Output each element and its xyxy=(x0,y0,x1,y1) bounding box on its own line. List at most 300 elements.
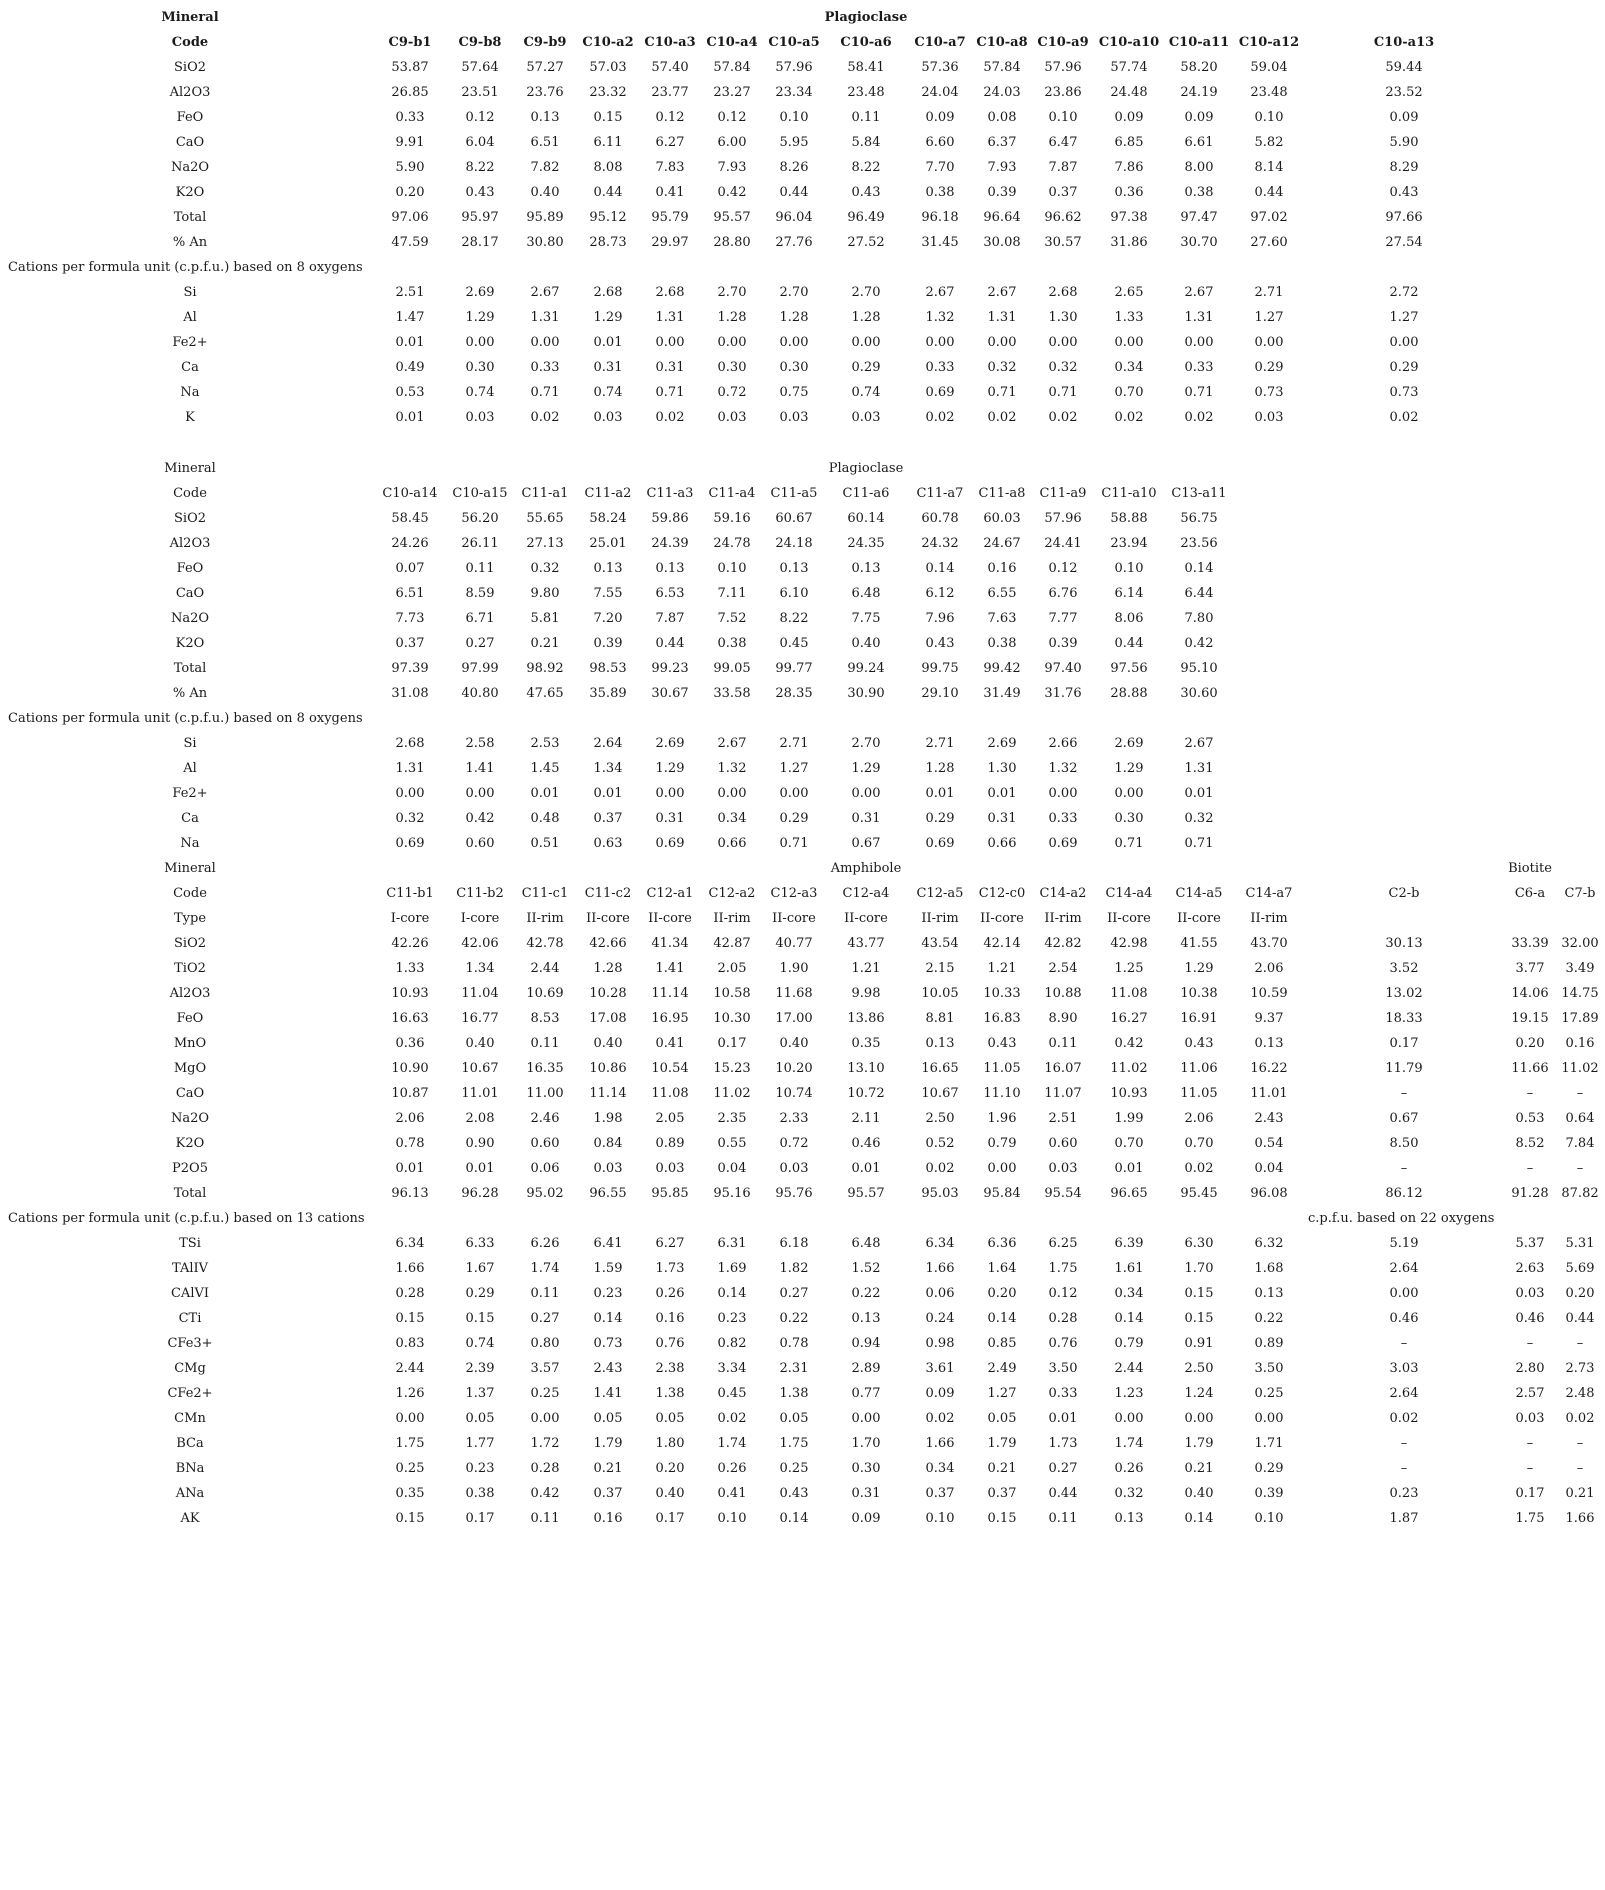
cation-value: 0.00 xyxy=(851,335,881,350)
sample-type: II-core xyxy=(980,911,1024,926)
oxide-value: 7.20 xyxy=(593,611,623,626)
oxide-value: 0.13 xyxy=(779,561,809,576)
oxide-value: 6.71 xyxy=(465,611,495,626)
oxide-value: 57.74 xyxy=(1110,60,1148,75)
oxide-value: 0.14 xyxy=(1184,561,1214,576)
cation-value: 2.69 xyxy=(465,285,495,300)
oxide-value: 96.49 xyxy=(847,210,885,225)
cation-value: 0.00 xyxy=(1389,335,1419,350)
oxide-value: 0.39 xyxy=(593,636,623,651)
oxide-value: 6.37 xyxy=(987,135,1017,150)
cation-value: 0.34 xyxy=(1114,360,1144,375)
cation-value: 0.20 xyxy=(655,1461,685,1476)
cation-value: 0.33 xyxy=(530,360,560,375)
cation-label: Fe2+ xyxy=(172,786,208,801)
sample-code: C11-a10 xyxy=(1101,486,1157,501)
cation-value: 0.69 xyxy=(925,836,955,851)
cation-value: 2.48 xyxy=(1565,1386,1595,1401)
oxide-value: 30.13 xyxy=(1385,936,1423,951)
cation-value: 0.66 xyxy=(987,836,1017,851)
oxide-value: 1.25 xyxy=(1114,961,1144,976)
sample-code: C10-a12 xyxy=(1238,35,1300,50)
cation-value: 0.31 xyxy=(655,811,685,826)
oxide-label: Al2O3 xyxy=(169,986,211,1001)
oxide-value: 97.02 xyxy=(1250,210,1288,225)
oxide-value: 23.52 xyxy=(1385,85,1423,100)
oxide-value: 1.28 xyxy=(593,961,623,976)
cation-value: 2.31 xyxy=(779,1361,809,1376)
cation-value: 0.11 xyxy=(1048,1511,1078,1526)
cation-value: 0.00 xyxy=(655,335,685,350)
oxide-value: 0.01 xyxy=(1114,1161,1144,1176)
oxide-value: 2.08 xyxy=(465,1111,495,1126)
oxide-label: Al2O3 xyxy=(169,536,211,551)
oxide-value: 1.96 xyxy=(987,1111,1017,1126)
oxide-value: 7.84 xyxy=(1565,1136,1595,1151)
cation-value: 0.02 xyxy=(987,410,1017,425)
cation-value: 0.37 xyxy=(593,1486,623,1501)
cation-value: 0.02 xyxy=(925,410,955,425)
oxide-value: 0.11 xyxy=(465,561,495,576)
oxide-value: 11.02 xyxy=(713,1086,751,1101)
cation-label: CTi xyxy=(178,1311,202,1326)
oxide-value: 0.07 xyxy=(395,561,425,576)
oxide-value: 0.16 xyxy=(1565,1036,1595,1051)
cation-value: 6.33 xyxy=(465,1236,495,1251)
oxide-value: 6.48 xyxy=(851,586,881,601)
oxide-value: 0.40 xyxy=(779,1036,809,1051)
cation-value: 1.38 xyxy=(779,1386,809,1401)
sample-type: II-rim xyxy=(526,911,564,926)
cation-value: 1.77 xyxy=(465,1436,495,1451)
cation-value: 2.89 xyxy=(851,1361,881,1376)
oxide-value: 99.05 xyxy=(713,661,751,676)
cation-value: 1.74 xyxy=(717,1436,747,1451)
cation-value: 0.77 xyxy=(851,1386,881,1401)
oxide-value: 60.78 xyxy=(921,511,959,526)
oxide-value: 0.09 xyxy=(925,110,955,125)
cation-label: TSi xyxy=(179,1236,201,1251)
oxide-label: Al2O3 xyxy=(169,85,211,100)
oxide-value: 11.08 xyxy=(651,1086,689,1101)
sample-code: C11-b2 xyxy=(456,886,504,901)
cation-value: 2.71 xyxy=(1254,285,1284,300)
cation-value: 1.41 xyxy=(465,761,495,776)
cation-value: 0.03 xyxy=(1515,1286,1545,1301)
cation-value: 1.66 xyxy=(925,1261,955,1276)
oxide-value: 59.44 xyxy=(1385,60,1423,75)
sample-code: C12-c0 xyxy=(978,886,1026,901)
oxide-value: 41.55 xyxy=(1180,936,1218,951)
cation-value: 0.71 xyxy=(655,385,685,400)
cation-value: 0.71 xyxy=(530,385,560,400)
oxide-value: 11.79 xyxy=(1385,1061,1423,1076)
cation-value: 0.29 xyxy=(925,811,955,826)
oxide-value: 11.68 xyxy=(775,986,813,1001)
oxide-value: 95.84 xyxy=(983,1186,1021,1201)
oxide-value: 8.14 xyxy=(1254,160,1284,175)
oxide-value: 0.13 xyxy=(851,561,881,576)
oxide-value: 2.05 xyxy=(717,961,747,976)
cation-value: 0.05 xyxy=(987,1411,1017,1426)
cation-value: 0.00 xyxy=(1114,786,1144,801)
cation-value: 0.24 xyxy=(925,1311,955,1326)
oxide-value: 91.28 xyxy=(1511,1186,1549,1201)
cation-value: 1.66 xyxy=(1565,1511,1595,1526)
oxide-value: 11.10 xyxy=(983,1086,1021,1101)
oxide-value: 1.90 xyxy=(779,961,809,976)
oxide-value: 0.13 xyxy=(655,561,685,576)
oxide-value: 11.04 xyxy=(461,986,499,1001)
oxide-value: 0.84 xyxy=(593,1136,623,1151)
sample-type: II-core xyxy=(844,911,888,926)
cation-value: 0.79 xyxy=(1114,1336,1144,1351)
cation-value: 1.69 xyxy=(717,1261,747,1276)
oxide-value: 1.29 xyxy=(1184,961,1214,976)
oxide-value: 42.87 xyxy=(713,936,751,951)
cation-value: 1.75 xyxy=(1048,1261,1078,1276)
cation-value: 0.15 xyxy=(395,1511,425,1526)
cation-value: 0.26 xyxy=(655,1286,685,1301)
cation-value: 0.37 xyxy=(925,1486,955,1501)
cation-value: 0.21 xyxy=(593,1461,623,1476)
cation-value: 0.00 xyxy=(530,335,560,350)
cation-value: 0.23 xyxy=(1389,1486,1419,1501)
cation-value: 1.52 xyxy=(851,1261,881,1276)
cation-value: 0.03 xyxy=(593,410,623,425)
oxide-value: 55.65 xyxy=(526,511,564,526)
cation-value: 1.75 xyxy=(779,1436,809,1451)
oxide-value: 0.06 xyxy=(530,1161,560,1176)
cation-value: 0.16 xyxy=(655,1311,685,1326)
cation-value: 1.29 xyxy=(655,761,685,776)
cation-value: 0.13 xyxy=(851,1311,881,1326)
cation-value: 0.21 xyxy=(1184,1461,1214,1476)
cation-value: 2.64 xyxy=(593,736,623,751)
oxide-value: 95.57 xyxy=(713,210,751,225)
cation-value: – xyxy=(1400,1461,1408,1476)
cation-value: 0.71 xyxy=(1114,836,1144,851)
oxide-value: 16.07 xyxy=(1044,1061,1082,1076)
oxide-value: 24.26 xyxy=(391,536,429,551)
oxide-value: 9.37 xyxy=(1254,1011,1284,1026)
cation-value: 0.25 xyxy=(530,1386,560,1401)
oxide-value: 0.37 xyxy=(395,636,425,651)
sample-type: I-core xyxy=(390,911,430,926)
cation-value: 6.32 xyxy=(1254,1236,1284,1251)
cation-value: 1.29 xyxy=(593,310,623,325)
cation-value: 0.76 xyxy=(1048,1336,1078,1351)
oxide-value: 0.38 xyxy=(717,636,747,651)
cation-value: 0.02 xyxy=(1114,410,1144,425)
oxide-value: 96.64 xyxy=(983,210,1021,225)
cation-value: 0.01 xyxy=(1048,1411,1078,1426)
cation-value: 0.74 xyxy=(465,1336,495,1351)
oxide-label: % An xyxy=(172,686,208,701)
cation-value: 1.79 xyxy=(987,1436,1017,1451)
cation-value: 5.69 xyxy=(1565,1261,1595,1276)
oxide-value: 16.91 xyxy=(1180,1011,1218,1026)
oxide-label: TiO2 xyxy=(174,961,206,976)
cation-value: 0.25 xyxy=(395,1461,425,1476)
oxide-value: 30.90 xyxy=(847,686,885,701)
cation-value: 0.32 xyxy=(1184,811,1214,826)
oxide-value: 2.51 xyxy=(1048,1111,1078,1126)
cation-value: 6.41 xyxy=(593,1236,623,1251)
oxide-value: 0.10 xyxy=(779,110,809,125)
oxide-value: 10.93 xyxy=(391,986,429,1001)
cation-value: 0.34 xyxy=(717,811,747,826)
oxide-value: 57.64 xyxy=(461,60,499,75)
oxide-value: 57.36 xyxy=(921,60,959,75)
cation-value: 0.14 xyxy=(779,1511,809,1526)
oxide-value: 58.88 xyxy=(1110,511,1148,526)
oxide-label: P2O5 xyxy=(172,1161,208,1176)
oxide-value: 0.40 xyxy=(530,185,560,200)
cation-value: 0.00 xyxy=(1389,1286,1419,1301)
cation-value: 0.12 xyxy=(1048,1286,1078,1301)
oxide-value: 0.27 xyxy=(465,636,495,651)
oxide-value: 0.43 xyxy=(925,636,955,651)
cation-value: 1.27 xyxy=(1389,310,1419,325)
cation-value: 0.02 xyxy=(925,1411,955,1426)
cation-value: 0.00 xyxy=(717,786,747,801)
cation-value: 0.30 xyxy=(465,360,495,375)
oxide-value: 8.22 xyxy=(851,160,881,175)
oxide-value: 0.64 xyxy=(1565,1111,1595,1126)
cation-value: 0.40 xyxy=(1184,1486,1214,1501)
cation-value: 0.78 xyxy=(779,1336,809,1351)
oxide-value: 26.11 xyxy=(461,536,499,551)
oxide-value: 28.73 xyxy=(589,235,627,250)
sample-type: I-core xyxy=(460,911,500,926)
oxide-value: 7.96 xyxy=(925,611,955,626)
cation-value: 1.41 xyxy=(593,1386,623,1401)
oxide-value: 30.08 xyxy=(983,235,1021,250)
cation-value: – xyxy=(1526,1336,1534,1351)
cation-value: 0.33 xyxy=(1184,360,1214,375)
cation-value: 0.00 xyxy=(1114,1411,1144,1426)
sample-code: C10-a11 xyxy=(1168,35,1230,50)
oxide-value: 0.40 xyxy=(593,1036,623,1051)
oxide-value: 96.13 xyxy=(391,1186,429,1201)
cation-value: 1.29 xyxy=(465,310,495,325)
oxide-value: 3.49 xyxy=(1565,961,1595,976)
oxide-value: 7.11 xyxy=(717,586,747,601)
cation-value: 2.73 xyxy=(1565,1361,1595,1376)
cation-value: 2.49 xyxy=(987,1361,1017,1376)
oxide-value: 0.39 xyxy=(987,185,1017,200)
cation-value: 2.67 xyxy=(987,285,1017,300)
cation-value: 3.50 xyxy=(1048,1361,1078,1376)
oxide-value: 8.22 xyxy=(465,160,495,175)
oxide-value: 23.51 xyxy=(461,85,499,100)
cation-value: 1.75 xyxy=(395,1436,425,1451)
oxide-value: 0.08 xyxy=(987,110,1017,125)
oxide-value: 0.67 xyxy=(1389,1111,1419,1126)
oxide-value: 96.18 xyxy=(921,210,959,225)
oxide-value: 17.08 xyxy=(589,1011,627,1026)
cation-value: 1.31 xyxy=(395,761,425,776)
oxide-value: 42.66 xyxy=(589,936,627,951)
oxide-value: 6.14 xyxy=(1114,586,1144,601)
oxide-value: 0.09 xyxy=(1114,110,1144,125)
oxide-value: 0.79 xyxy=(987,1136,1017,1151)
cation-value: 1.71 xyxy=(1254,1436,1284,1451)
cation-label: BCa xyxy=(176,1436,204,1451)
oxide-label: Na2O xyxy=(170,611,210,626)
sample-code: C11-a7 xyxy=(916,486,964,501)
oxide-value: 16.95 xyxy=(651,1011,689,1026)
cation-value: 0.10 xyxy=(1254,1511,1284,1526)
sample-type: II-rim xyxy=(1250,911,1288,926)
cation-value: 0.26 xyxy=(1114,1461,1144,1476)
oxide-value: 23.56 xyxy=(1180,536,1218,551)
cation-value: – xyxy=(1576,1436,1584,1451)
oxide-value: 56.20 xyxy=(461,511,499,526)
oxide-value: 0.09 xyxy=(1389,110,1419,125)
oxide-value: 29.97 xyxy=(651,235,689,250)
cation-value: 0.03 xyxy=(851,410,881,425)
oxide-value: 56.75 xyxy=(1180,511,1218,526)
sample-code: C12-a3 xyxy=(770,886,818,901)
cation-value: 0.11 xyxy=(530,1511,560,1526)
cation-value: 2.44 xyxy=(395,1361,425,1376)
oxide-value: 0.11 xyxy=(1048,1036,1078,1051)
oxide-value: 0.70 xyxy=(1184,1136,1214,1151)
cation-value: 0.41 xyxy=(717,1486,747,1501)
cation-value: 1.79 xyxy=(593,1436,623,1451)
cation-value: 2.51 xyxy=(395,285,425,300)
oxide-value: 53.87 xyxy=(391,60,429,75)
cation-value: 6.48 xyxy=(851,1236,881,1251)
oxide-value: 0.13 xyxy=(530,110,560,125)
oxide-value: 0.03 xyxy=(779,1161,809,1176)
cation-value: 0.00 xyxy=(1048,786,1078,801)
cation-value: 0.85 xyxy=(987,1336,1017,1351)
oxide-value: 6.44 xyxy=(1184,586,1214,601)
cation-label: TAlIV xyxy=(171,1261,209,1276)
oxide-value: 0.00 xyxy=(987,1161,1017,1176)
oxide-label: SiO2 xyxy=(174,936,206,951)
cation-value: 6.18 xyxy=(779,1236,809,1251)
oxide-value: 31.86 xyxy=(1110,235,1148,250)
cation-label: Na xyxy=(180,385,200,400)
oxide-value: 35.89 xyxy=(589,686,627,701)
cation-value: 3.34 xyxy=(717,1361,747,1376)
cation-label: CAlVI xyxy=(170,1286,210,1301)
oxide-value: 6.55 xyxy=(987,586,1017,601)
cation-value: 1.23 xyxy=(1114,1386,1144,1401)
oxide-value: 0.43 xyxy=(1184,1036,1214,1051)
cation-value: 6.26 xyxy=(530,1236,560,1251)
oxide-value: 3.77 xyxy=(1515,961,1545,976)
oxide-value: 28.80 xyxy=(713,235,751,250)
cation-value: 1.66 xyxy=(395,1261,425,1276)
oxide-value: 0.21 xyxy=(530,636,560,651)
oxide-value: 0.03 xyxy=(1048,1161,1078,1176)
cation-value: 0.15 xyxy=(465,1311,495,1326)
cation-value: 0.28 xyxy=(395,1286,425,1301)
cation-value: 2.71 xyxy=(779,736,809,751)
cation-value: 0.10 xyxy=(717,1511,747,1526)
oxide-value: 7.63 xyxy=(987,611,1017,626)
cation-value: 1.70 xyxy=(1184,1261,1214,1276)
oxide-value: 6.47 xyxy=(1048,135,1078,150)
oxide-value: 2.46 xyxy=(530,1111,560,1126)
oxide-value: 19.15 xyxy=(1511,1011,1549,1026)
cation-value: 0.03 xyxy=(1254,410,1284,425)
oxide-value: 99.42 xyxy=(983,661,1021,676)
oxide-value: 0.42 xyxy=(1184,636,1214,651)
oxide-value: 0.38 xyxy=(925,185,955,200)
cation-value: 1.64 xyxy=(987,1261,1017,1276)
oxide-value: 0.04 xyxy=(1254,1161,1284,1176)
cation-value: 0.02 xyxy=(655,410,685,425)
oxide-value: 24.67 xyxy=(983,536,1021,551)
oxide-value: 99.24 xyxy=(847,661,885,676)
cation-value: 0.01 xyxy=(395,410,425,425)
oxide-value: 10.05 xyxy=(921,986,959,1001)
oxide-value: 0.42 xyxy=(717,185,747,200)
oxide-value: 11.05 xyxy=(983,1061,1021,1076)
cation-value: 0.06 xyxy=(925,1286,955,1301)
cation-value: 0.00 xyxy=(395,786,425,801)
cation-value: 1.29 xyxy=(1114,761,1144,776)
oxide-value: 28.88 xyxy=(1110,686,1148,701)
cation-value: 0.00 xyxy=(1184,1411,1214,1426)
oxide-value: 2.15 xyxy=(925,961,955,976)
cation-value: 0.33 xyxy=(1048,811,1078,826)
cation-value: 0.17 xyxy=(1515,1486,1545,1501)
cation-value: 0.46 xyxy=(1515,1311,1545,1326)
oxide-value: 10.90 xyxy=(391,1061,429,1076)
oxide-value: 10.72 xyxy=(847,1086,885,1101)
oxide-value: 97.40 xyxy=(1044,661,1082,676)
cation-value: 0.71 xyxy=(1184,385,1214,400)
cation-value: 0.05 xyxy=(593,1411,623,1426)
sample-type: II-rim xyxy=(713,911,751,926)
oxide-value: 7.86 xyxy=(1114,160,1144,175)
oxide-label: Na2O xyxy=(170,160,210,175)
oxide-value: 1.41 xyxy=(655,961,685,976)
mineral-label: Mineral xyxy=(161,10,219,25)
cation-value: 0.00 xyxy=(1254,1411,1284,1426)
cation-value: 0.01 xyxy=(925,786,955,801)
oxide-value: 0.04 xyxy=(717,1161,747,1176)
cation-value: 1.72 xyxy=(530,1436,560,1451)
oxide-value: 23.77 xyxy=(651,85,689,100)
cation-value: 0.89 xyxy=(1254,1336,1284,1351)
cation-value: 6.36 xyxy=(987,1236,1017,1251)
cation-value: 2.43 xyxy=(593,1361,623,1376)
cation-value: 2.67 xyxy=(1184,736,1214,751)
oxide-value: 6.04 xyxy=(465,135,495,150)
oxide-value: 6.11 xyxy=(593,135,623,150)
sample-code: C12-a4 xyxy=(842,886,890,901)
cation-value: 0.02 xyxy=(1389,1411,1419,1426)
cation-value: – xyxy=(1400,1336,1408,1351)
oxide-value: 0.35 xyxy=(851,1036,881,1051)
cation-value: 0.40 xyxy=(655,1486,685,1501)
oxide-value: 0.55 xyxy=(717,1136,747,1151)
cation-value: 2.71 xyxy=(925,736,955,751)
oxide-value: 6.27 xyxy=(655,135,685,150)
cation-value: 1.31 xyxy=(1184,310,1214,325)
oxide-value: 8.08 xyxy=(593,160,623,175)
oxide-value: 8.81 xyxy=(925,1011,955,1026)
cation-value: 0.44 xyxy=(1565,1311,1595,1326)
